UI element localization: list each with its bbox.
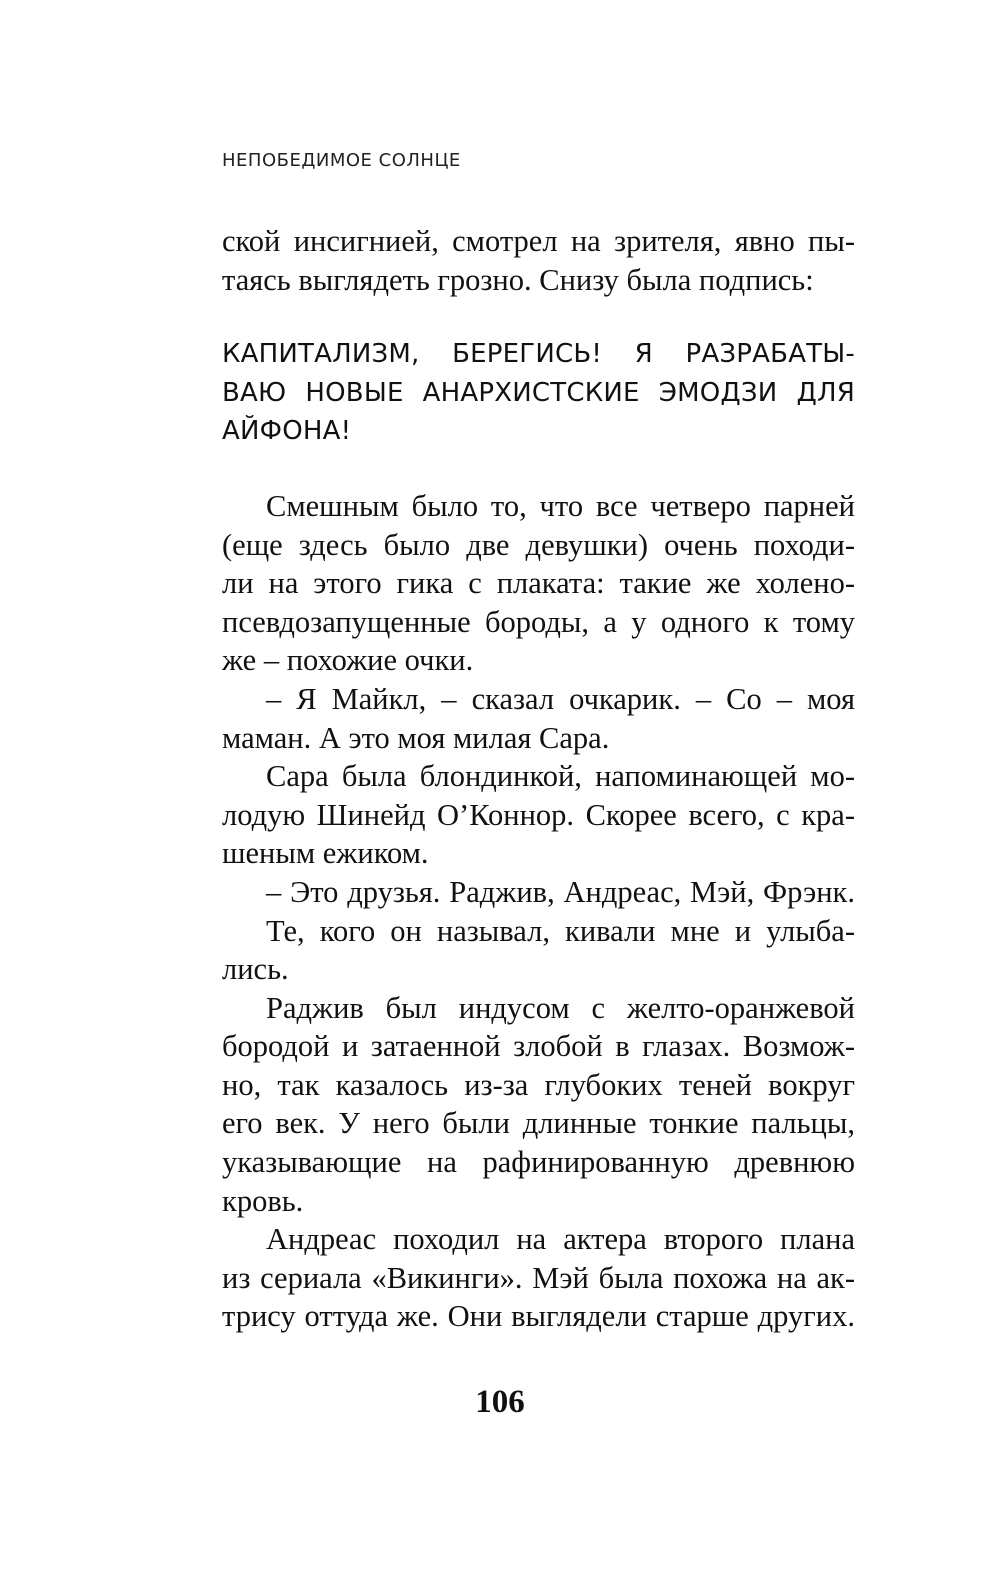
text-line: (еще здесь было две девушки) очень походи- bbox=[222, 527, 855, 562]
running-title: НЕПОБЕДИМОЕ СОЛНЦЕ bbox=[222, 150, 461, 171]
paragraph-8 bbox=[222, 1220, 855, 1336]
paragraph-6 bbox=[222, 912, 855, 989]
text-line: трису оттуда же. Они выглядели старше других. bbox=[222, 1299, 855, 1334]
text-line: – Я Майкл, – сказал очкарик. – Со – моя bbox=[266, 681, 855, 716]
text-line: его век. У него были длинные тонкие пальцы, bbox=[222, 1106, 855, 1141]
text-line: из сериала «Викинги». Мэй была похожа на ак- bbox=[222, 1260, 855, 1295]
text-line: лодую Шинейд О’Коннор. Скорее всего, с кра- bbox=[222, 797, 855, 832]
text-line: шеным ежиком. bbox=[222, 836, 429, 871]
text-line: маман. А это моя милая Сара. bbox=[222, 720, 610, 755]
text-line: Раджив был индусом с желто-оранжевой bbox=[266, 990, 855, 1025]
text-line: но, так казалось из-за глубоких теней вокруг bbox=[222, 1067, 855, 1102]
body-text bbox=[222, 222, 855, 1336]
text-line: – Это друзья. Раджив, Андреас, Мэй, Фрэнк. bbox=[266, 874, 855, 909]
poster-line: КАПИТАЛИЗМ, БЕРЕГИСЬ! Я РАЗРАБАТЫ- bbox=[222, 339, 855, 370]
poster-line: АЙФОНА! bbox=[222, 416, 352, 447]
paragraph-4 bbox=[222, 757, 855, 873]
paragraph-1 bbox=[222, 222, 855, 299]
spacer bbox=[222, 451, 855, 487]
spacer bbox=[222, 299, 855, 335]
text-line: Андреас походил на актера второго плана bbox=[266, 1222, 855, 1257]
paragraph-7 bbox=[222, 989, 855, 1221]
poster-caption bbox=[222, 335, 855, 451]
text-line: указывающие на рафинированную древнюю bbox=[222, 1145, 855, 1180]
text-line: же – похожие очки. bbox=[222, 643, 474, 678]
poster-line: ВАЮ НОВЫЕ АНАРХИСТСКИЕ ЭМОДЗИ ДЛЯ bbox=[222, 377, 855, 408]
text-line: Смешным было то, что все четверо парней bbox=[266, 488, 855, 523]
text-line: кровь. bbox=[222, 1183, 304, 1218]
paragraph-5 bbox=[222, 873, 855, 912]
paragraph-2 bbox=[222, 487, 855, 680]
text-line: ской инсигнией, смотрел на зрителя, явно пы- bbox=[222, 224, 855, 258]
page-number: 106 bbox=[475, 1384, 525, 1420]
text-line: Те, кого он называл, кивали мне и улыба- bbox=[266, 913, 855, 948]
text-line: псевдозапущенные бороды, а у одного к тому bbox=[222, 604, 855, 639]
paragraph-3 bbox=[222, 680, 855, 757]
text-line: Сара была блондинкой, напоминающей мо- bbox=[266, 759, 855, 794]
text-line: таясь выглядеть грозно. Снизу была подпись: bbox=[222, 262, 814, 297]
text-line: лись. bbox=[222, 952, 289, 987]
text-line: ли на этого гика с плаката: такие же холено- bbox=[222, 566, 855, 601]
text-line: бородой и затаенной злобой в глазах. Возмож- bbox=[222, 1029, 855, 1064]
